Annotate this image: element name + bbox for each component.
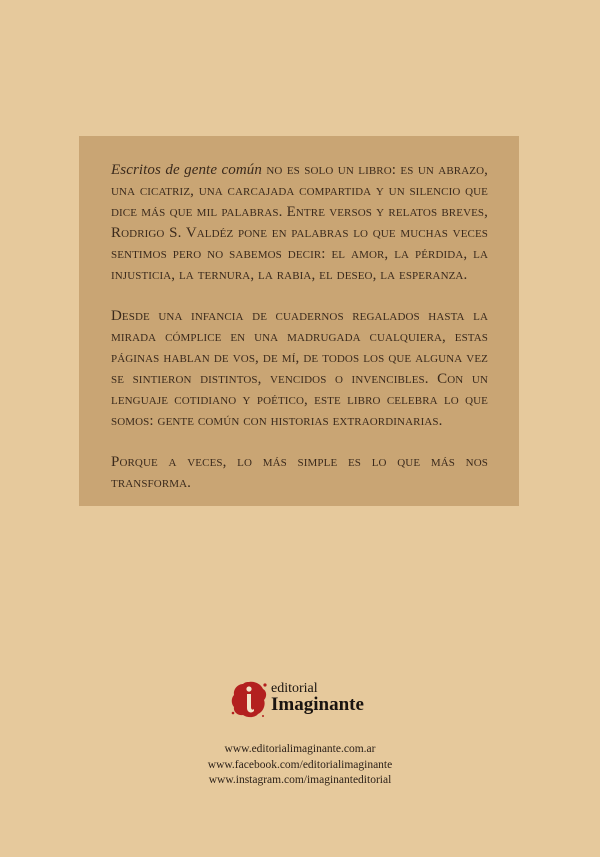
back-cover-blurb xyxy=(79,136,519,506)
website-link[interactable]: www.editorialimaginante.com.ar xyxy=(224,743,376,755)
ink-splash-i-icon xyxy=(230,679,268,719)
blurb-paragraph-3: Porque a veces, lo más simple es lo que más nos transforma. xyxy=(111,454,488,491)
publisher-name-main: Imaginante xyxy=(271,694,364,715)
publisher-logo xyxy=(230,679,370,719)
blurb-paragraph-2: Desde una infancia de cuadernos regalados hasta la mirada cómplice en una madrugada cualquiera, estas páginas hablan de vos, de mí, de todos los que alguna vez se sintieron distintos, vencidos o invencibles. Con un lenguaje cotidiano y poético, este libro celebra lo que somos: gente común con historias extraordinarias. xyxy=(111,308,489,429)
publisher-links xyxy=(0,742,600,789)
facebook-link[interactable]: www.facebook.com/editorialimaginante xyxy=(207,758,393,771)
blurb-paragraph-1 xyxy=(111,160,488,286)
publisher-name-top: editorial xyxy=(271,681,318,696)
blurb-paragraph-1-text: no es solo un libro: es un abrazo, una cicatriz, una carcajada compartida y un silencio que dice más que mil palabras. Entre versos y relatos breves, Rodrigo S. Valdéz pone en palabras lo que muchas veces sentimos pero no sabemos decir: el amor, la pérdida, la injusticia, la ternura, la rabia, el deseo, la esperanza. xyxy=(111,162,488,283)
book-title: Escritos de gente común xyxy=(111,162,262,178)
instagram-link[interactable]: www.instagram.com/imaginanteditorial xyxy=(208,774,392,786)
